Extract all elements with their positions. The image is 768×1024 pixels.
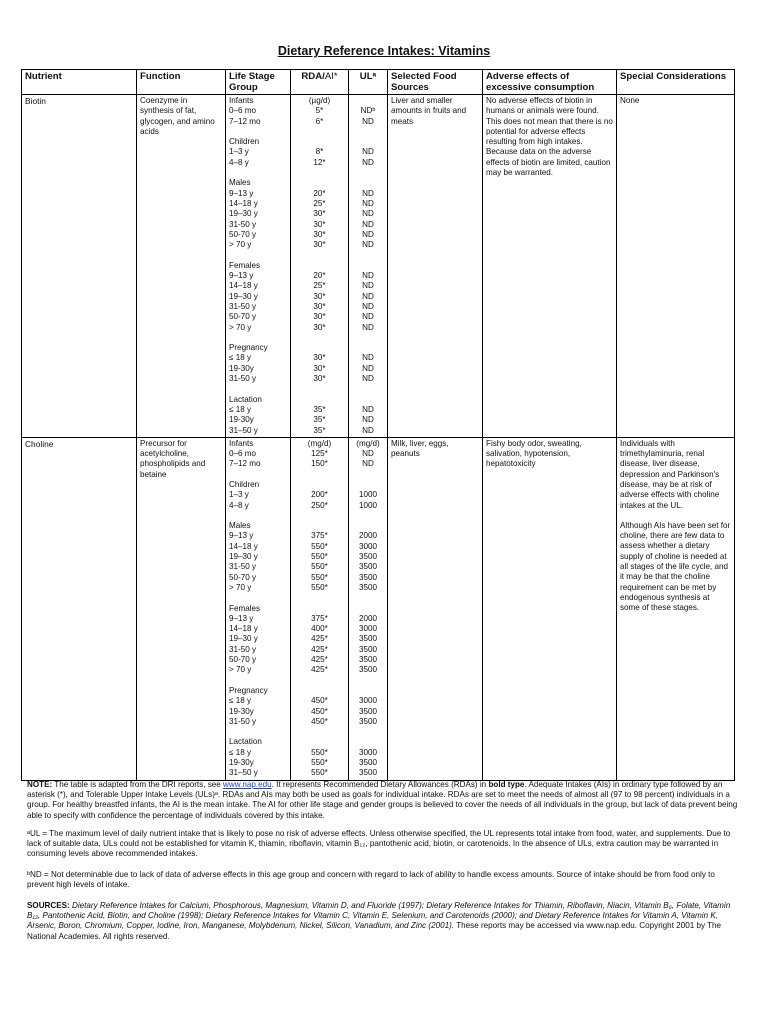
cell-line: 3500 xyxy=(358,562,377,572)
cell-line xyxy=(352,395,384,405)
cell-line: ND xyxy=(362,271,374,281)
cell-line: 35* xyxy=(313,425,326,435)
cell-line xyxy=(294,178,345,188)
cell-line: 3500 xyxy=(358,665,377,675)
cell-line: Pregnancy xyxy=(229,685,268,695)
header-rda-label: RDA/ xyxy=(301,71,325,82)
cell-line xyxy=(352,686,384,696)
cell-line: ND xyxy=(362,404,374,414)
cell-line: ND xyxy=(362,363,374,373)
cell-line: 30* xyxy=(313,229,326,239)
rda-cell xyxy=(291,437,349,780)
cell-line: 2000 xyxy=(358,531,377,541)
cell-line: ND xyxy=(362,219,374,229)
cell-line: Females xyxy=(229,603,261,613)
cell-line: 19-30y xyxy=(229,363,254,373)
cell-line: 31-50 y xyxy=(229,562,256,572)
cell-line xyxy=(294,604,345,614)
cell-line: 30* xyxy=(313,374,326,384)
cell-line: ND xyxy=(362,312,374,322)
special-considerations-text: Individuals with trimethylaminuria, renal disease, liver disease, depression and Parkinson's disease, may be at risk of adverse effects with choline intakes at the UL. xyxy=(620,438,720,510)
nd-footnote: ᵇND = Not determinable due to lack of data of adverse effects in this age group and concern with regard to lack of ability to handle excess amounts. Source of intake should be from food only to prevent high levels of intake. xyxy=(27,870,715,890)
cell-line: 14–18 y xyxy=(229,198,258,208)
cell-line xyxy=(352,250,384,260)
cell-line xyxy=(352,96,384,106)
cell-line: > 70 y xyxy=(229,240,252,250)
cell-line: 6* xyxy=(315,116,324,126)
cell-line xyxy=(352,343,384,353)
cell-line: Infants xyxy=(229,96,254,105)
cell-line: Males xyxy=(229,521,251,531)
food-sources-cell: Liver and smaller amounts in fruits and meats xyxy=(388,95,483,438)
cell-line xyxy=(352,676,384,686)
cell-line: 550* xyxy=(311,768,328,778)
cell-line: 9–13 y xyxy=(229,271,254,281)
cell-line xyxy=(352,333,384,343)
cell-line: 31-50 y xyxy=(229,301,256,311)
cell-line: 450* xyxy=(311,696,328,706)
cell-line: ≤ 18 y xyxy=(229,747,251,757)
cell-line: 19-30y xyxy=(229,758,254,767)
cell-line xyxy=(294,384,345,394)
cell-line: 7–12 mo xyxy=(229,459,261,469)
cell-line: 3500 xyxy=(358,644,377,654)
header-nutrient: Nutrient xyxy=(22,70,137,95)
header-ai-label: AI* xyxy=(324,71,338,82)
sources-text: Dietary Reference Intakes for Calcium, Phosphorous, Magnesium, Vitamin D, and Fluoride (1997); Dietary Reference Intakes for Thiamin, Riboflavin, Niacin, Vitamin B₆, Folate, Vitamin B₁₂, Pantothenic Acid, Biotin, and Choline (1998); Dietary Reference Intakes for Vitamin C, Vitamin E, Selenium, and Carotenoids (2000); and Dietary Reference Intakes for Vitamin A, Vitamin K, Arsenic, Boron, Chromium, Copper, Iodine, Iron, Manganese, Molybdenum, Nickel, Silicon, Vanadium, and Zinc (2001). xyxy=(27,901,731,931)
cell-line: 35* xyxy=(313,415,326,425)
sources-footnote xyxy=(27,901,739,942)
cell-line: Males xyxy=(229,178,251,188)
cell-line: ND xyxy=(362,188,374,198)
cell-line: 9–13 y xyxy=(229,188,254,198)
cell-line: 31-50 y xyxy=(229,219,256,229)
life-stage-cell xyxy=(226,437,291,780)
cell-line: 3500 xyxy=(358,706,377,716)
cell-line xyxy=(294,137,345,147)
cell-line: 3500 xyxy=(358,582,377,592)
cell-line: (mg/d) xyxy=(307,438,332,448)
cell-line: ND xyxy=(362,449,374,459)
cell-line: > 70 y xyxy=(229,665,252,675)
cell-line xyxy=(229,470,287,480)
cell-line: ND xyxy=(362,459,374,469)
cell-line xyxy=(294,737,345,747)
cell-line: Children xyxy=(229,137,260,147)
cell-line xyxy=(352,727,384,737)
cell-line xyxy=(294,127,345,137)
special-considerations-cell: None xyxy=(617,95,735,438)
cell-line xyxy=(294,593,345,603)
header-function: Function xyxy=(137,70,226,95)
nutrient-cell: Biotin xyxy=(22,95,137,438)
cell-line xyxy=(352,127,384,137)
cell-line: 19–30 y xyxy=(229,209,258,219)
cell-line: 1000 xyxy=(358,490,377,500)
cell-line: 30* xyxy=(313,240,326,250)
cell-line: 12* xyxy=(313,157,326,167)
cell-line xyxy=(294,470,345,480)
cell-line: Pregnancy xyxy=(229,343,268,353)
cell-line: 3500 xyxy=(358,768,377,778)
cell-line: 19–30 y xyxy=(229,552,258,562)
cell-line: 7–12 mo xyxy=(229,116,261,126)
cell-line: 0–6 mo xyxy=(229,106,256,116)
header-food-sources: Selected Food Sources xyxy=(388,70,483,95)
cell-line: 30* xyxy=(313,363,326,373)
cell-line: 1000 xyxy=(358,500,377,510)
nap-link[interactable]: www.nap.edu xyxy=(223,780,272,789)
cell-line xyxy=(294,521,345,531)
cell-line: ND xyxy=(362,374,374,384)
cell-line: ND xyxy=(362,301,374,311)
cell-line: ≤ 18 y xyxy=(229,404,251,414)
note-label: NOTE: xyxy=(27,780,53,789)
ul-footnote: ᵃUL = The maximum level of daily nutrient intake that is likely to pose no risk of adverse effects. Unless otherwise specified, the UL represents total intake from food, water, and supplements. Due to lack of suitable data, ULs could not be established for vitamin K, thiamin, riboflavin, vitamin B₁₂, pantothenic acid, biotin, or carotenoids. In the absence of ULs, extra caution may be warranted in consuming levels above recommended intakes. xyxy=(27,829,731,859)
cell-line: 14–18 y xyxy=(229,624,258,634)
cell-line: 375* xyxy=(311,613,328,623)
cell-line: 8* xyxy=(315,147,324,157)
cell-line: 450* xyxy=(311,706,328,716)
cell-line: > 70 y xyxy=(229,322,252,332)
cell-line: 550* xyxy=(311,541,328,551)
cell-line: 14–18 y xyxy=(229,541,258,551)
cell-line: Children xyxy=(229,479,260,489)
header-special-considerations: Special Considerations xyxy=(617,70,735,95)
cell-line: 400* xyxy=(311,624,328,634)
cell-line: 3500 xyxy=(358,552,377,562)
cell-line: 3500 xyxy=(358,716,377,726)
table-row xyxy=(22,95,735,438)
header-ul: ULᵃ xyxy=(349,70,388,95)
cell-line: > 70 y xyxy=(229,582,252,592)
cell-line: ND xyxy=(362,157,374,167)
cell-line xyxy=(352,470,384,480)
food-sources-cell: Milk, liver, eggs, peanuts xyxy=(388,437,483,780)
header-rda-ai xyxy=(291,70,349,95)
cell-line: 31–50 y xyxy=(229,425,258,435)
cell-line: 31-50 y xyxy=(229,644,256,654)
cell-line: 200* xyxy=(311,490,328,500)
cell-line: Infants xyxy=(229,438,254,448)
cell-line: 125* xyxy=(311,449,328,459)
cell-line xyxy=(352,737,384,747)
cell-line xyxy=(352,384,384,394)
cell-line xyxy=(229,676,287,686)
cell-line xyxy=(352,137,384,147)
sources-tail: These reports may be accessed via www.nap.edu. Copyright 2001 by The National Academies. All rights reserved. xyxy=(27,921,722,941)
cell-line: 19–30 y xyxy=(229,634,258,644)
cell-line: 3000 xyxy=(358,624,377,634)
cell-line: 30* xyxy=(313,301,326,311)
cell-line xyxy=(352,593,384,603)
cell-line: 9–13 y xyxy=(229,613,254,623)
cell-line: 3500 xyxy=(358,655,377,665)
cell-line: ND xyxy=(362,281,374,291)
cell-line: ≤ 18 y xyxy=(229,696,251,706)
cell-line xyxy=(294,250,345,260)
cell-line: 425* xyxy=(311,655,328,665)
cell-line: 550* xyxy=(311,747,328,757)
cell-line xyxy=(294,343,345,353)
table-note xyxy=(27,780,739,821)
note-text-c: . Adequate Intakes (AIs) in ordinary type followed by an asterisk (*), and Tolerable Upper Intake Levels (ULs)ᵃ. RDAs and AIs may both be used as goals for individual intake. RDAs are set to meet the needs of almost all (97 to 98 percent) individuals in a group. For healthy breastfed infants, the AI is the mean intake. The AI for other life stage and gender groups is believed to cover the needs of all individuals in the group, but lack of data prevent being able to specify with confidence the percentage of individuals covered by this intake. xyxy=(27,780,738,820)
note-text-a: The table is adapted from the DRI reports, see xyxy=(52,780,223,789)
cell-line xyxy=(352,178,384,188)
cell-line: 150* xyxy=(311,459,328,469)
cell-line: 19-30y xyxy=(229,706,254,716)
cell-line: 3500 xyxy=(358,572,377,582)
cell-line: 550* xyxy=(311,758,328,767)
cell-line: 19–30 y xyxy=(229,291,258,301)
cell-line: 14–18 y xyxy=(229,281,258,291)
cell-line xyxy=(294,511,345,521)
function-cell: Coenzyme in synthesis of fat, glycogen, and amino acids xyxy=(137,95,226,438)
cell-line xyxy=(229,511,287,521)
cell-line xyxy=(294,686,345,696)
page-title: Dietary Reference Intakes: Vitamins xyxy=(277,44,491,58)
cell-line: 375* xyxy=(311,531,328,541)
cell-line: 2000 xyxy=(358,613,377,623)
cell-line: 550* xyxy=(311,582,328,592)
cell-line: 3000 xyxy=(358,541,377,551)
cell-line xyxy=(352,261,384,271)
life-stage-cell xyxy=(226,95,291,438)
cell-line xyxy=(352,604,384,614)
cell-line: 9–13 y xyxy=(229,531,254,541)
special-considerations-cell xyxy=(617,437,735,780)
function-cell: Precursor for acetylcholine, phospholipids and betaine xyxy=(137,437,226,780)
cell-line xyxy=(229,168,287,178)
cell-line: 30* xyxy=(313,219,326,229)
table-row xyxy=(22,437,735,780)
cell-line: ND xyxy=(362,353,374,363)
cell-line: ≤ 18 y xyxy=(229,353,251,363)
cell-line: Lactation xyxy=(229,394,262,404)
cell-line xyxy=(294,480,345,490)
cell-line: ND xyxy=(362,229,374,239)
adverse-effects-cell: Fishy body odor, sweating, salivation, hypotension, hepatotoxicity xyxy=(483,437,617,780)
cell-line: 450* xyxy=(311,716,328,726)
note-bold-type: bold type xyxy=(488,780,525,789)
cell-line: 3500 xyxy=(358,758,377,767)
special-considerations-text-2: Although AIs have been set for choline, there are few data to assess whether a dietary supply of choline is needed at all stages of the life cycle, and it may be that the choline requirement can be met by endogenous synthesis at some of these stages. xyxy=(620,520,731,613)
cell-line xyxy=(294,168,345,178)
cell-line xyxy=(229,333,287,343)
cell-line: 30* xyxy=(313,322,326,332)
cell-line xyxy=(352,521,384,531)
header-adverse-effects: Adverse effects of excessive consumption xyxy=(483,70,617,95)
cell-line xyxy=(229,384,287,394)
cell-line: ND xyxy=(362,198,374,208)
cell-line: 250* xyxy=(311,500,328,510)
cell-line xyxy=(294,676,345,686)
cell-line: 1–3 y xyxy=(229,147,249,157)
cell-line: 4–8 y xyxy=(229,500,249,510)
cell-line: ND xyxy=(362,415,374,425)
cell-line: 3000 xyxy=(358,747,377,757)
cell-line: 3000 xyxy=(358,696,377,706)
cell-line: ND xyxy=(362,291,374,301)
cell-line: 50-70 y xyxy=(229,655,256,665)
cell-line: 425* xyxy=(311,634,328,644)
cell-line: 20* xyxy=(313,271,326,281)
cell-line: ND xyxy=(362,116,374,126)
cell-line: 19-30y xyxy=(229,415,254,425)
cell-line: 30* xyxy=(313,209,326,219)
cell-line: 30* xyxy=(313,312,326,322)
cell-line: 550* xyxy=(311,562,328,572)
cell-line xyxy=(352,168,384,178)
note-text-b: . It represents Recommended Dietary Allowances (RDAs) in xyxy=(271,780,489,789)
cell-line: 35* xyxy=(313,404,326,414)
cell-line xyxy=(229,250,287,260)
ul-cell xyxy=(349,437,388,780)
sources-label: SOURCES: xyxy=(27,901,70,910)
cell-line: 0–6 mo xyxy=(229,449,256,459)
cell-line: Lactation xyxy=(229,737,262,747)
cell-line: 425* xyxy=(311,644,328,654)
cell-line: 30* xyxy=(313,353,326,363)
cell-line: ND xyxy=(362,425,374,435)
cell-line xyxy=(229,127,287,137)
cell-line: ND xyxy=(362,322,374,332)
cell-line: 425* xyxy=(311,665,328,675)
cell-line: 4–8 y xyxy=(229,157,249,167)
cell-line: 31-50 y xyxy=(229,374,256,384)
cell-line: 25* xyxy=(313,281,326,291)
cell-line: (mg/d) xyxy=(356,438,380,448)
cell-line: ND xyxy=(362,209,374,219)
cell-line: 5* xyxy=(315,106,324,116)
cell-line xyxy=(229,727,287,737)
cell-line: 550* xyxy=(311,572,328,582)
cell-line: ND xyxy=(362,147,374,157)
adverse-effects-cell: No adverse effects of biotin in humans or animals were found. This does not mean that there is no potential for adverse effects resulting from high intakes. Because data on the adverse effects of biotin are limited, caution may be warranted. xyxy=(483,95,617,438)
ul-cell xyxy=(349,95,388,438)
cell-line: 31-50 y xyxy=(229,716,256,726)
header-life-stage: Life Stage Group xyxy=(226,70,291,95)
cell-line: 50-70 y xyxy=(229,229,256,239)
cell-line xyxy=(352,511,384,521)
cell-line: ND xyxy=(362,240,374,250)
nutrient-cell: Choline xyxy=(22,437,137,780)
cell-line: 550* xyxy=(311,552,328,562)
cell-line: Females xyxy=(229,260,261,270)
cell-line: 1–3 y xyxy=(229,490,249,500)
cell-line: 25* xyxy=(313,198,326,208)
cell-line xyxy=(294,261,345,271)
cell-line: 3500 xyxy=(358,634,377,644)
cell-line xyxy=(352,480,384,490)
cell-line: 50-70 y xyxy=(229,312,256,322)
cell-line: 31–50 y xyxy=(229,768,258,778)
cell-line xyxy=(294,727,345,737)
cell-line: 20* xyxy=(313,188,326,198)
cell-line: (µg/d) xyxy=(308,96,331,105)
cell-line xyxy=(229,593,287,603)
table-header-row xyxy=(22,70,735,95)
cell-line xyxy=(294,333,345,343)
vitamins-table xyxy=(21,69,735,781)
cell-line: 50-70 y xyxy=(229,572,256,582)
cell-line: 30* xyxy=(313,291,326,301)
cell-line: NDᵇ xyxy=(360,106,376,116)
cell-line xyxy=(294,395,345,405)
rda-cell xyxy=(291,95,349,438)
